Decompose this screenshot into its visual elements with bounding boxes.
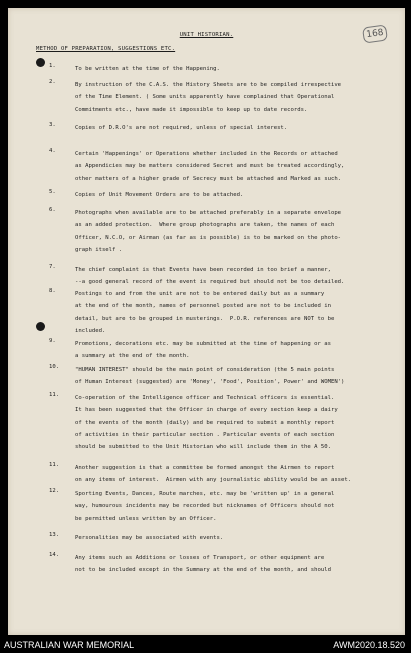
item-text <box>75 63 397 75</box>
item-text-line: not to be included except in the Summary at the end of the month, and should <box>75 567 331 574</box>
item-text-line: of the events of the month (daily) and be required to submit a monthly report <box>75 419 335 426</box>
item-number: 11. <box>49 462 60 468</box>
item-number: 1. <box>49 63 56 69</box>
item-text-line: To be written at the time of the Happening. <box>75 66 220 72</box>
item-text-line: as Appendicies may be matters considered Secret and must be treated accordingly, <box>75 163 345 170</box>
item-text <box>75 392 397 453</box>
item-text-line: "HUMAN INTEREST" should be the main point of consideration (the 5 main points <box>75 367 335 373</box>
item-text-line: Copies of D.R.O's are not required, unless of special interest. <box>75 125 288 131</box>
item-text-line: other matters of a higher grade of Secrecy must be attached and Marked as such. <box>75 175 342 182</box>
item-number: 14. <box>49 552 60 558</box>
archive-footer <box>0 637 411 653</box>
item-text-line: It has been suggested that the Officer in charge of every section keep a dairy <box>75 407 338 414</box>
item-text-line: Postings to and from the unit are not to be entered daily but as a summary <box>75 291 325 297</box>
item-text-line: as an added protection. Where group photographs are taken, the names of each <box>75 222 335 229</box>
item-text-line: Another suggestion is that a committee be formed amongst the Airmen to report <box>75 465 335 471</box>
item-text-line: By instruction of the C.A.S. the History Sheets are to be compiled irrespective <box>75 82 342 88</box>
item-text-line: detail, but are to be grouped in musterings. P.O.R. references are NOT to be <box>75 315 335 322</box>
item-text-line: on any items of interest. Airmen with any journalistic ability would be an asset. <box>75 477 352 484</box>
item-text-line: --a good general record of the event is required but should not be too detailed. <box>75 279 345 286</box>
item-number: 6. <box>49 207 56 213</box>
item-text-line: a summary at the end of the month. <box>75 353 190 360</box>
document-title: UNIT HISTORIAN. <box>179 32 234 38</box>
item-text-line: of Human Interest (suggested) are 'Money', 'Food', Position', Power' and WOMEN') <box>75 379 345 386</box>
footer-accession-number: AWM2020.18.520 <box>333 640 405 650</box>
item-text-line: Promotions, decorations etc. may be submitted at the time of happening or as <box>75 341 331 347</box>
item-text-line: Officer, N.C.O, or Airman (as far as is possible) is to be marked on the photo- <box>75 234 342 241</box>
item-text-line: Sporting Events, Dances, Route marches, etc. may be 'written up' in a general <box>75 491 335 497</box>
document-subtitle: METHOD OF PREPARATION, SUGGESTIONS ETC. <box>36 46 176 52</box>
item-text-line: should be submitted to the Unit Historian who will include them in the A 50. <box>75 444 331 451</box>
item-text-line: of the Time Element. ( Some units apparently have complained that Operational <box>75 94 335 101</box>
item-text-line: included. <box>75 327 106 334</box>
item-number: 12. <box>49 488 60 494</box>
item-text <box>75 207 397 256</box>
item-text-line: Copies of Unit Movement Orders are to be attached. <box>75 192 244 198</box>
item-text-line: be permitted unless written by an Officer. <box>75 515 217 522</box>
item-text <box>75 189 397 201</box>
footer-institution: AUSTRALIAN WAR MEMORIAL <box>4 640 135 650</box>
item-text <box>75 532 397 544</box>
item-text-line: graph itself . <box>75 246 123 253</box>
punch-hole <box>36 58 45 67</box>
pencil-page-number: 168 <box>362 24 388 43</box>
item-text <box>75 462 397 487</box>
item-number: 4. <box>49 148 56 154</box>
document-page <box>8 8 405 635</box>
item-text <box>75 488 397 525</box>
item-text-line: Any items such as Additions or losses of Transport, or other equipment are <box>75 555 325 561</box>
item-text <box>75 122 397 134</box>
item-text-line: way, humourous incidents may be recorded but nicknames of Officers should not <box>75 503 335 510</box>
item-text <box>75 79 397 116</box>
item-text <box>75 288 397 337</box>
item-number: 8. <box>49 288 56 294</box>
item-text <box>75 264 397 289</box>
item-text <box>75 552 397 577</box>
item-number: 7. <box>49 264 56 270</box>
item-text <box>75 148 397 185</box>
item-text <box>75 338 397 363</box>
item-text <box>75 364 397 389</box>
item-text-line: Co-operation of the Intelligence officer and Technical officers is essential. <box>75 395 335 401</box>
item-number: 11. <box>49 392 60 398</box>
item-text-line: at the end of the month, names of personnel posted are not to be included in <box>75 303 331 310</box>
item-number: 13. <box>49 532 60 538</box>
item-text-line: Personalities may be associated with events. <box>75 535 224 541</box>
item-text-line: Commitments etc., have made it impossible to keep up to date records. <box>75 106 308 113</box>
item-number: 3. <box>49 122 56 128</box>
item-number: 10. <box>49 364 60 370</box>
item-number: 5. <box>49 189 56 195</box>
item-number: 9. <box>49 338 56 344</box>
item-text-line: The chief complaint is that Events have been recorded in too brief a manner, <box>75 267 331 273</box>
item-text-line: Certain 'Happenings' or Operations whether included in the Records or attached <box>75 151 338 157</box>
item-text-line: Photographs when available are to be attached preferably in a separate envelope <box>75 210 342 216</box>
item-text-line: of activities in their particular section . Particular events of each section <box>75 431 335 438</box>
punch-hole <box>36 322 45 331</box>
item-number: 2. <box>49 79 56 85</box>
